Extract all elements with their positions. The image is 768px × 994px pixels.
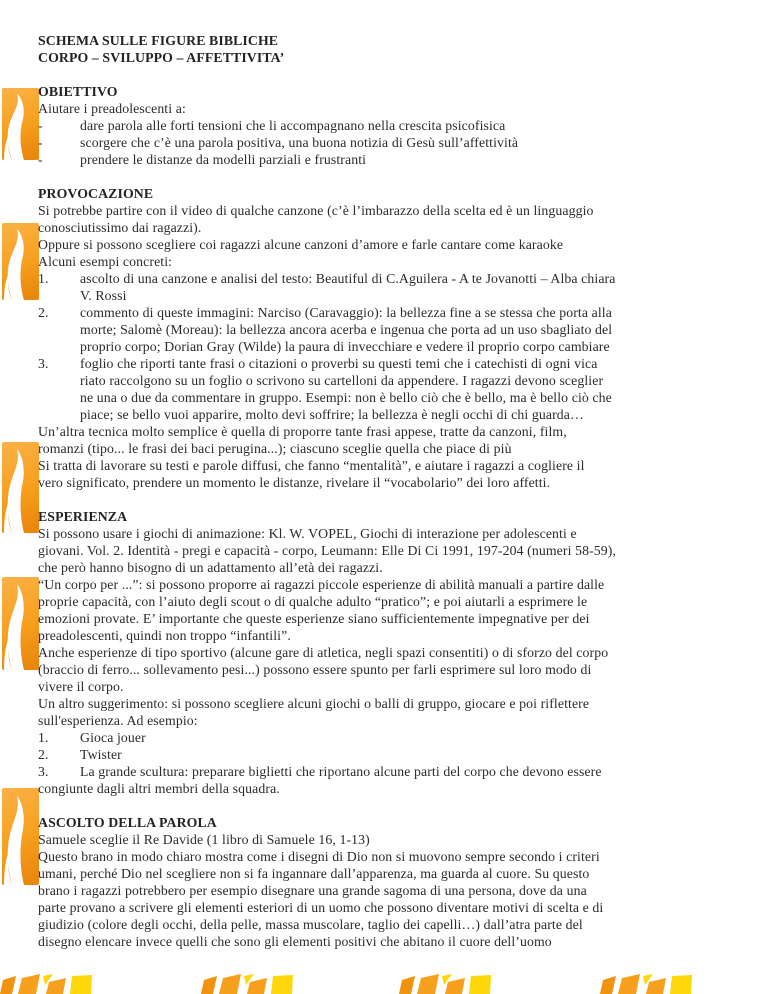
text-line: brano i ragazzi potrebbero per esempio disegnare una grande sagoma di una persona, dove da una bbox=[38, 883, 587, 898]
text-line: Si possono usare i giochi di animazione: Kl. W. VOPEL, Giochi di interazione per adolescenti e bbox=[38, 526, 577, 541]
flame-icon bbox=[2, 223, 39, 300]
flame-icon bbox=[2, 442, 39, 533]
section-heading: OBIETTIVO bbox=[38, 84, 118, 99]
list-item-marker: - bbox=[38, 135, 43, 150]
text-line: parte provano a scrivere gli elementi esteriori di un uomo che possono diventare motivi di scelta e di bbox=[38, 900, 604, 915]
text-line: emozioni provate. E’ importante che queste esperienze siano sufficientemente impegnative per dei bbox=[38, 611, 590, 626]
list-item bbox=[38, 763, 762, 780]
text-line: Gioca jouer bbox=[80, 730, 146, 745]
text-line: vero significato, prendere un momento le distanze, rivelare il “vocabolario” dei loro affetti. bbox=[38, 475, 551, 490]
text-line: dare parola alle forti tensioni che li accompagnano nella crescita psicofisica bbox=[80, 118, 506, 133]
list-item-marker: 1. bbox=[38, 730, 49, 745]
list-item bbox=[38, 270, 762, 304]
bottom-flame-pattern-icon bbox=[201, 974, 301, 994]
list-item-marker: - bbox=[38, 118, 43, 133]
list-item bbox=[38, 151, 762, 168]
text-line: proprio corpo; Dorian Gray (Wilde) la paura di invecchiare e vedere il proprio corpo cambiare bbox=[80, 339, 610, 354]
list-item-marker: 2. bbox=[38, 747, 49, 762]
text-line: umani, perché Dio nel scegliere non si fa ingannare dall’apparenza, ma guarda al cuore. Su questo bbox=[38, 866, 590, 881]
bottom-flame-pattern-icon bbox=[600, 974, 700, 994]
text-line: commento di queste immagini: Narciso (Caravaggio): la bellezza fine a se stessa che porta alla bbox=[80, 305, 612, 320]
text-line: Alcuni esempi concreti: bbox=[38, 254, 173, 269]
text-line: Oppure si possono scegliere coi ragazzi alcune canzoni d’amore e farle cantare come karaoke bbox=[38, 237, 564, 252]
text-line: giudizio (colore degli occhi, della pelle, massa muscolare, taglio dei capelli…) dall’atra parte del bbox=[38, 917, 583, 932]
text-line: ascolto di una canzone e analisi del testo: Beautiful di C.Aguilera - A te Jovanotti – Alba chiara bbox=[80, 271, 616, 286]
text-line: Si tratta di lavorare su testi e parole diffusi, che fanno “mentalità”, e aiutare i ragazzi a cogliere il bbox=[38, 458, 585, 473]
section-heading: CORPO – SVILUPPO – AFFETTIVITA’ bbox=[38, 50, 285, 65]
paragraph-gap bbox=[38, 66, 762, 83]
list-item-marker: 3. bbox=[38, 356, 49, 371]
document-body bbox=[38, 32, 762, 950]
paragraph-gap bbox=[38, 168, 762, 185]
bottom-flame-pattern-icon bbox=[0, 974, 100, 994]
flame-icon bbox=[2, 577, 39, 670]
text-line: conosciutissimo dai ragazzi). bbox=[38, 220, 202, 235]
text-line: preadolescenti, quindi non troppo “infantili”. bbox=[38, 628, 291, 643]
bottom-flame-pattern-icon bbox=[399, 974, 499, 994]
text-line: Samuele sceglie il Re Davide (1 libro di Samuele 16, 1-13) bbox=[38, 832, 370, 847]
text-line: Anche esperienze di tipo sportivo (alcune gare di atletica, negli spazi consentiti) o di sforzo del corpo bbox=[38, 645, 609, 660]
text-line: riato raccolgono su un foglio o scrivono su cartelloni da appendere. I ragazzi devono sceglier bbox=[80, 373, 604, 388]
text-line: V. Rossi bbox=[80, 288, 127, 303]
text-line: Un’altra tecnica molto semplice è quella di proporre tante frasi appese, tratte da canzoni, film, bbox=[38, 424, 567, 439]
text-line: disegno elencare invece quelli che sono gli elementi positivi che abitano il cuore dell’uomo bbox=[38, 934, 552, 949]
text-line: che però hanno bisogno di un adattamento all’età dei ragazzi. bbox=[38, 560, 383, 575]
text-line: La grande scultura: preparare biglietti che riportano alcune parti del corpo che devono essere bbox=[80, 764, 602, 779]
flame-icon bbox=[2, 88, 39, 160]
list-item-marker: 3. bbox=[38, 764, 49, 779]
text-line: morte; Salomè (Moreau): la bellezza ancora acerba e ingenua che porta ad un uso sbagliato del bbox=[80, 322, 613, 337]
text-line: congiunte dagli altri membri della squadra. bbox=[38, 781, 280, 796]
text-line: Un altro suggerimento: si possono scegliere alcuni giochi o balli di gruppo, giocare e poi riflettere bbox=[38, 696, 590, 711]
section-heading: PROVOCAZIONE bbox=[38, 186, 154, 201]
text-line: vivere il corpo. bbox=[38, 679, 124, 694]
section-heading: SCHEMA SULLE FIGURE BIBLICHE bbox=[38, 33, 279, 48]
paragraph-gap bbox=[38, 491, 762, 508]
list-item-marker: 2. bbox=[38, 305, 49, 320]
text-line: Questo brano in modo chiaro mostra come i disegni di Dio non si muovono sempre secondo i criteri bbox=[38, 849, 600, 864]
list-item-marker: 1. bbox=[38, 271, 49, 286]
list-item bbox=[38, 746, 762, 763]
text-line: Si potrebbe partire con il video di qualche canzone (c’è l’imbarazzo della scelta ed è un linguaggio bbox=[38, 203, 594, 218]
text-line: prendere le distanze da modelli parziali e frustranti bbox=[80, 152, 367, 167]
text-line: (braccio di ferro... sollevamento pesi...) possono essere spunto per farli esprimere sul loro modo di bbox=[38, 662, 592, 677]
text-line: giovani. Vol. 2. Identità - pregi e capacità - corpo, Leumann: Elle Di Ci 1991, 197-204 (numeri 58-59), bbox=[38, 543, 616, 558]
text-line: romanzi (tipo... le frasi dei baci perugina...); ciascuno sceglie quella che piace di più bbox=[38, 441, 512, 456]
paragraph-gap bbox=[38, 797, 762, 814]
text-line: ne una o due da commentare in gruppo. Esempi: non è bello ciò che è bello, ma è bello ciò che bbox=[80, 390, 612, 405]
list-item-marker: - bbox=[38, 152, 43, 167]
text-line: proprie capacità, con l’aiuto degli scout o di qualche adulto “pratico”; e poi aiutarli a esprimere le bbox=[38, 594, 588, 609]
list-item bbox=[38, 729, 762, 746]
text-line: foglio che riporti tante frasi o citazioni o proverbi su questi temi che i catechisti di ogni vica bbox=[80, 356, 598, 371]
section-heading: ASCOLTO DELLA PAROLA bbox=[38, 815, 217, 830]
list-item bbox=[38, 134, 762, 151]
list-item bbox=[38, 117, 762, 134]
list-item bbox=[38, 304, 762, 355]
text-line: “Un corpo per ...”: si possono proporre ai ragazzi piccole esperienze di abilità manuali a partire dalle bbox=[38, 577, 605, 592]
text-line: piace; se bello vuoi apparire, molto devi soffrire; la bellezza è negli occhi di chi guarda… bbox=[80, 407, 584, 422]
text-line: Aiutare i preadolescenti a: bbox=[38, 101, 186, 116]
text-line: Twister bbox=[80, 747, 122, 762]
text-line: sull'esperienza. Ad esempio: bbox=[38, 713, 198, 728]
list-item bbox=[38, 355, 762, 423]
flame-icon bbox=[2, 788, 39, 885]
text-line: scorgere che c’è una parola positiva, una buona notizia di Gesù sull’affettività bbox=[80, 135, 519, 150]
section-heading: ESPERIENZA bbox=[38, 509, 128, 524]
